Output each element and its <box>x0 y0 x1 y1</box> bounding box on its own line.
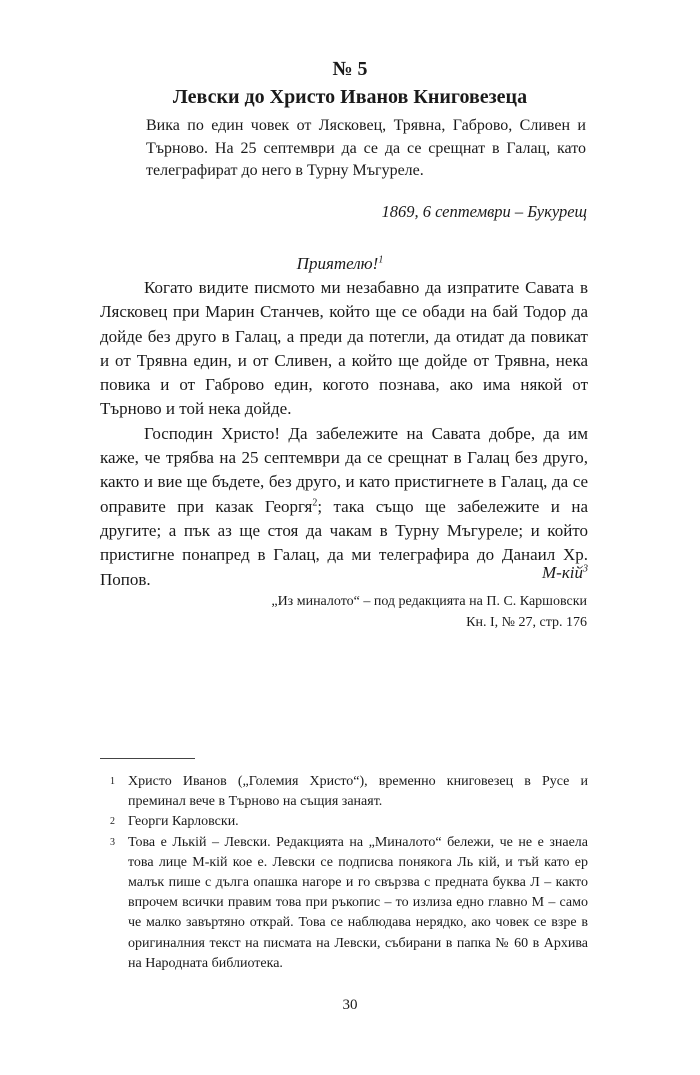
footnote-ref-2: 2 <box>312 497 318 509</box>
footnote-ref-1: 1 <box>378 254 384 266</box>
footnote-2 <box>100 812 588 832</box>
footnote-number: 2 <box>110 816 115 828</box>
salutation <box>100 252 580 276</box>
document-number: № 5 <box>332 58 368 80</box>
document-title: Левски до Христо Иванов Книговезеца <box>172 86 528 108</box>
source-line-2: Кн. I, № 27, стр. 176 <box>466 615 587 630</box>
paragraph-1: Когато видите писмото ми незабавно да изпратите Савата в Лясковец при Марин Станчев, който ще се обади на бай Тодор да дойде без друго в Галац, а преди да потегли, да отидат да повикат и от Трявна един, и от Сливен, а който ще дойде от Трявна, нека повика и от Габрово един, когото познава, ако има някой от Търново и той нека дойде. <box>100 278 588 419</box>
footnote-text: Георги Карловски. <box>128 814 239 830</box>
document-summary: Вика по един човек от Лясковец, Трявна, Габрово, Сливен и Търново. На 25 септември да се да се срещнат в Галац, като телеграфират до него в Турну Мъгуреле. <box>146 117 586 179</box>
footnote-1 <box>100 772 588 812</box>
signature <box>100 561 588 585</box>
source-line-1: „Из миналото“ – под редакцията на П. С. Каршовски <box>271 594 587 609</box>
footnote-divider <box>100 758 195 759</box>
footnotes <box>100 772 588 974</box>
footnote-text: Това е Лькій – Левски. Редакцията на „Миналото“ бележи, че не е знаела това лице М-кій кое е. Левски се подписва понякога Ль кій, и тъй като ер малък пише с дълга опашка нагоре и го свързва с предната буква Л – както впрочем всички правим това при ръкопис – то излиза едно главно М – само че малко завъртяно открай. Това се наблюдава нерядко, ако човек се взре в оригиналния текст на писмата на Левски, събирани в папка № 60 в Архива на Народната библиотека. <box>128 834 588 971</box>
salutation-text: Приятелю! <box>296 254 379 273</box>
page-number: 30 <box>342 997 358 1013</box>
footnote-3 <box>100 833 588 974</box>
paragraph-2-part-1: Господин Христо! Да забележите на Савата добре, да им каже, че трябва на 25 септември да се срещнат в Галац без друго, както и вие ще бъдете, без друго, и като пристигнете в Галац, да се оправите при казак Георгя <box>100 423 588 516</box>
source-citation <box>200 591 587 633</box>
footnote-number: 1 <box>110 776 115 787</box>
paragraph-2-part-2: ; така също ще забележите и на другите; а пък аз ще стоя да чакам в Турну Мъгуреле; и който пристигне понапред в Галац, да ми телеграфира до Данаил Хр. Попов. <box>100 496 588 589</box>
letter-body <box>100 276 588 592</box>
signature-text: М-кій <box>542 563 583 582</box>
dateline: 1869, 6 септември – Букурещ <box>381 202 587 221</box>
footnote-text: Христо Иванов („Големия Христо“), временно книговезец в Русе и преминал вече в Търново на същия занаят. <box>128 774 588 810</box>
footnote-number: 3 <box>110 836 115 848</box>
footnote-ref-3: 3 <box>583 563 588 575</box>
